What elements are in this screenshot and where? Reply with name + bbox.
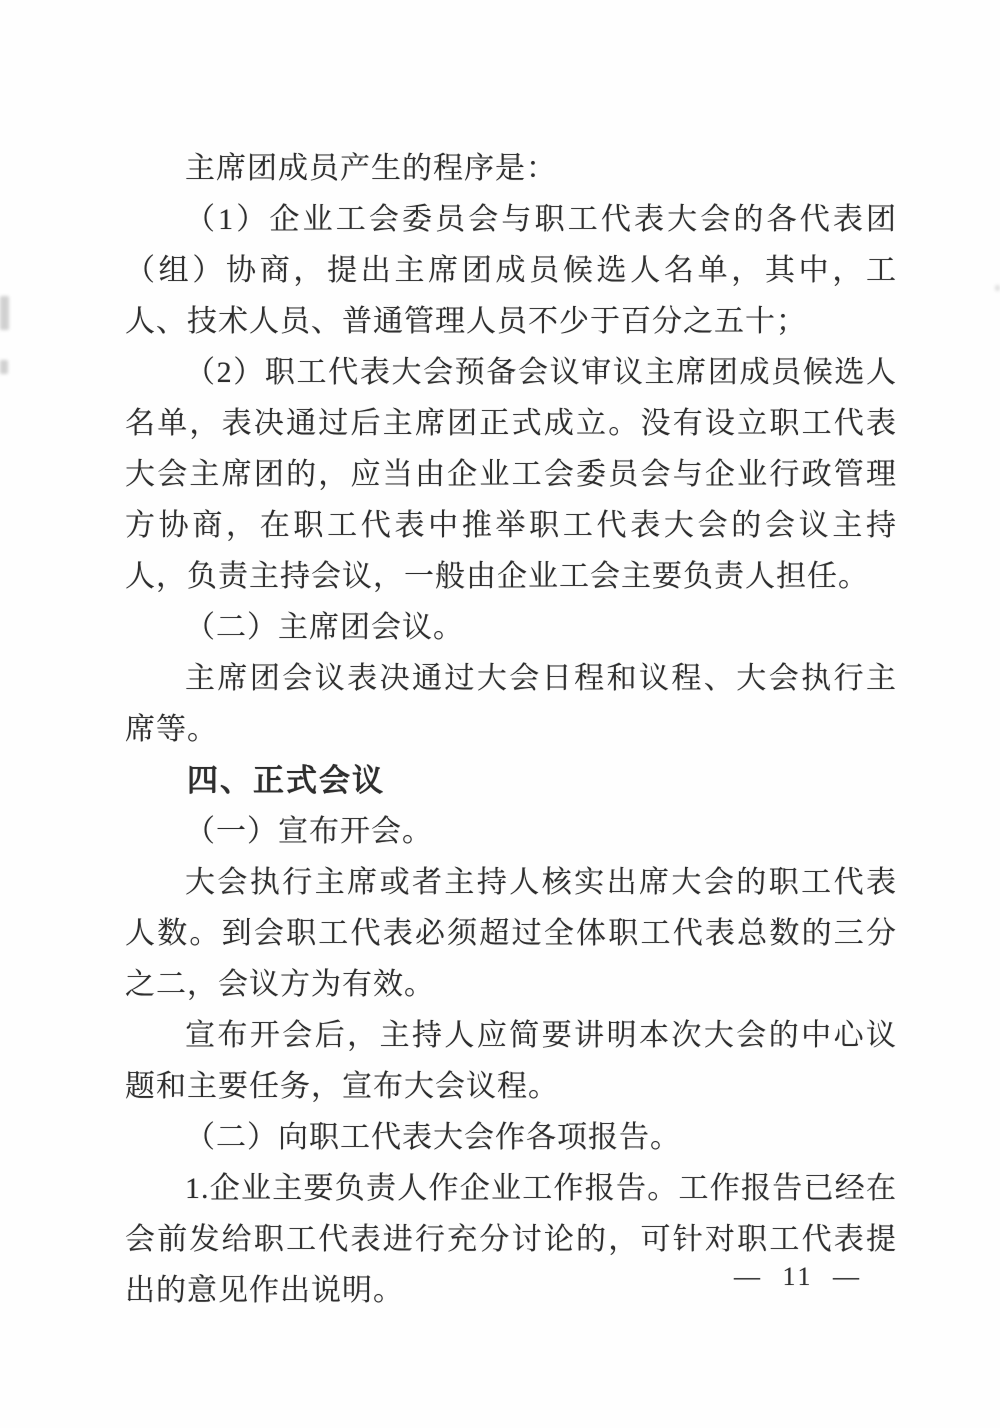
scan-artifact: [0, 360, 8, 374]
paragraph-presidium-meeting-body: 主席团会议表决通过大会日程和议程、大会执行主席等。: [125, 662, 897, 746]
paragraph-subheading-reports: （二）向职工代表大会作各项报告。: [185, 1121, 681, 1154]
paragraph-intro: 主席团成员产生的程序是：: [185, 152, 557, 185]
scan-artifact: [0, 296, 9, 330]
paragraph-item-2: （2）职工代表大会预备会议审议主席团成员候选人名单，表决通过后主席团正式成立。没有设立职工代表大会主席团的，应当由企业工会委员会与企业行政管理方协商，在职工代表中推举职工代表大会的会议主持人，负责主持会议，一般由企业工会主要负责人担任。: [125, 356, 897, 593]
paragraph-reports-body-1: 1.企业主要负责人作企业工作报告。工作报告已经在会前发给职工代表进行充分讨论的，可针对职工代表提出的意见作出说明。: [125, 1172, 897, 1307]
paragraph-announce-opening-body-1: 大会执行主席或者主持人核实出席大会的职工代表人数。到会职工代表必须超过全体职工代表总数的三分之二，会议方为有效。: [125, 866, 897, 1001]
paragraph-item-1: （1）企业工会委员会与职工代表大会的各代表团（组）协商，提出主席团成员候选人名单，其中，工人、技术人员、普通管理人员不少于百分之五十；: [125, 203, 897, 338]
paragraph-subheading-presidium-meeting: （二）主席团会议。: [185, 611, 464, 644]
scan-artifact: [995, 285, 1000, 291]
paragraph-subheading-announce-opening: （一）宣布开会。: [185, 815, 433, 848]
document-body: [125, 143, 897, 1316]
paragraph-announce-opening-body-2: 宣布开会后，主持人应简要讲明本次大会的中心议题和主要任务，宣布大会议程。: [125, 1019, 897, 1103]
section-heading-formal-meeting: 四、正式会议: [187, 763, 385, 798]
page-number: — 11 —: [733, 1262, 862, 1291]
